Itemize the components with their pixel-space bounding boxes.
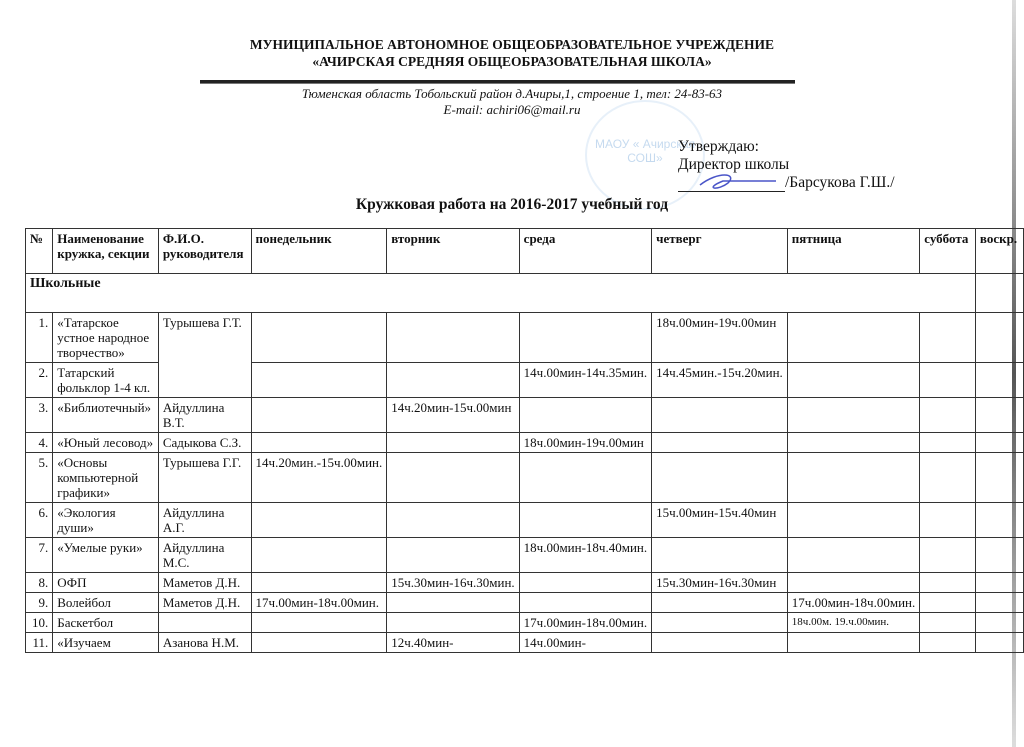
schedule-cell	[975, 613, 1023, 633]
club-leader: Айдуллина А.Г.	[158, 503, 251, 538]
club-name: «Изучаем	[53, 633, 159, 653]
schedule-cell	[251, 503, 387, 538]
schedule-cell	[975, 503, 1023, 538]
schedule-cell	[920, 573, 976, 593]
schedule-cell	[387, 538, 519, 573]
header-row	[26, 229, 1024, 274]
table-row	[26, 538, 1024, 573]
schedule-cell	[787, 313, 919, 363]
schedule-cell	[652, 453, 788, 503]
schedule-cell	[975, 398, 1023, 433]
column-header: №	[26, 229, 53, 274]
row-number: 7.	[26, 538, 53, 573]
approval-label: Утверждаю:	[678, 138, 759, 155]
club-name: Татарский фольклор 1-4 кл.	[53, 363, 159, 398]
row-number: 6.	[26, 503, 53, 538]
schedule-cell	[975, 433, 1023, 453]
row-number: 3.	[26, 398, 53, 433]
schedule-cell	[251, 573, 387, 593]
column-header: четверг	[652, 229, 788, 274]
schedule-cell	[787, 538, 919, 573]
schedule-cell	[519, 453, 651, 503]
schedule-cell	[387, 433, 519, 453]
schedule-cell	[920, 433, 976, 453]
schedule-cell: 15ч.30мин-16ч.30мин.	[387, 573, 519, 593]
schedule-cell	[652, 633, 788, 653]
schedule-cell	[251, 433, 387, 453]
section-label: Школьные	[26, 274, 976, 313]
schedule-cell: 17ч.00мин-18ч.00мин.	[519, 613, 651, 633]
schedule-cell	[920, 593, 976, 613]
schedule-cell	[920, 398, 976, 433]
club-leader: Айдуллина М.С.	[158, 538, 251, 573]
organization-name	[0, 36, 1024, 70]
schedule-cell: 15ч.30мин-16ч.30мин	[652, 573, 788, 593]
director-label: Директор школы	[678, 156, 790, 173]
approval-block	[678, 138, 895, 192]
club-name: «Татарское устное народное творчество»	[53, 313, 159, 363]
schedule-cell	[652, 538, 788, 573]
schedule-cell	[519, 593, 651, 613]
schedule-cell	[787, 453, 919, 503]
schedule-cell	[251, 538, 387, 573]
schedule-cell	[519, 398, 651, 433]
schedule-cell: 15ч.00мин-15ч.40мин	[652, 503, 788, 538]
schedule-cell	[787, 398, 919, 433]
club-name: Баскетбол	[53, 613, 159, 633]
table-row	[26, 613, 1024, 633]
org-line-1: МУНИЦИПАЛЬНОЕ АВТОНОМНОЕ ОБЩЕОБРАЗОВАТЕЛЬНОЕ УЧРЕЖДЕНИЕ	[249, 37, 775, 52]
column-header: воскр.	[975, 229, 1023, 274]
club-leader	[158, 613, 251, 633]
club-name: «Библиотечный»	[53, 398, 159, 433]
schedule-cell	[975, 363, 1023, 398]
club-name: «Экология души»	[53, 503, 159, 538]
table-row	[26, 573, 1024, 593]
row-number: 9.	[26, 593, 53, 613]
schedule-cell: 18ч.00мин-18ч.40мин.	[519, 538, 651, 573]
schedule-cell: 14ч.00мин-	[519, 633, 651, 653]
club-name: ОФП	[53, 573, 159, 593]
schedule-cell	[652, 433, 788, 453]
schedule-cell	[251, 633, 387, 653]
schedule-cell	[519, 573, 651, 593]
club-name: «Юный лесовод»	[53, 433, 159, 453]
schedule-cell	[975, 453, 1023, 503]
row-number: 10.	[26, 613, 53, 633]
schedule-cell	[251, 398, 387, 433]
column-header: суббота	[920, 229, 976, 274]
schedule-cell	[975, 313, 1023, 363]
club-name: «Основы компьютерной графики»	[53, 453, 159, 503]
schedule-cell	[251, 363, 387, 398]
schedule-cell	[787, 433, 919, 453]
row-number: 1.	[26, 313, 53, 363]
stamp-text: МАОУ « Ачирская СОШ»	[594, 137, 696, 165]
club-leader: Турышева Г.Т.	[158, 313, 251, 398]
schedule-cell	[387, 503, 519, 538]
row-number: 4.	[26, 433, 53, 453]
schedule-cell	[519, 313, 651, 363]
schedule-cell	[387, 613, 519, 633]
header-divider	[200, 80, 795, 84]
email: E-mail: achiri06@mail.ru	[443, 102, 581, 117]
row-number: 11.	[26, 633, 53, 653]
schedule-cell	[975, 633, 1023, 653]
schedule-cell: 18ч.00м. 19.ч.00мин.	[787, 613, 919, 633]
table-row	[26, 453, 1024, 503]
row-number: 2.	[26, 363, 53, 398]
schedule-cell	[251, 313, 387, 363]
schedule-cell	[920, 633, 976, 653]
schedule-cell	[519, 503, 651, 538]
schedule-cell: 18ч.00мин-19ч.00мин	[652, 313, 788, 363]
schedule-cell	[787, 363, 919, 398]
table-row	[26, 503, 1024, 538]
schedule-cell: 14ч.20мин.-15ч.00мин.	[251, 453, 387, 503]
schedule-cell	[920, 503, 976, 538]
schedule-cell: 14ч.00мин-14ч.35мин.	[519, 363, 651, 398]
column-header: среда	[519, 229, 651, 274]
org-line-2: «АЧИРСКАЯ СРЕДНЯЯ ОБЩЕОБРАЗОВАТЕЛЬНАЯ ШКОЛА»	[312, 54, 712, 69]
schedule-cell: 12ч.40мин-	[387, 633, 519, 653]
schedule-cell	[652, 613, 788, 633]
schedule-cell: 14ч.45мин.-15ч.20мин.	[652, 363, 788, 398]
club-leader: Маметов Д.Н.	[158, 573, 251, 593]
schedule-cell: 18ч.00мин-19ч.00мин	[519, 433, 651, 453]
table-row	[26, 633, 1024, 653]
club-leader: Садыкова С.З.	[158, 433, 251, 453]
club-name: Волейбол	[53, 593, 159, 613]
schedule-cell	[787, 573, 919, 593]
schedule-cell	[975, 573, 1023, 593]
address: Тюменская область Тобольский район д.Ачиры,1, строение 1, тел: 24-83-63	[301, 86, 723, 101]
schedule-cell: 17ч.00мин-18ч.00мин.	[251, 593, 387, 613]
schedule-cell	[387, 593, 519, 613]
schedule-cell	[652, 398, 788, 433]
schedule-cell	[652, 593, 788, 613]
club-leader: Азанова Н.М.	[158, 633, 251, 653]
schedule-cell	[787, 633, 919, 653]
table-row	[26, 593, 1024, 613]
schedule-cell	[387, 453, 519, 503]
table-row	[26, 433, 1024, 453]
schedule-cell	[920, 363, 976, 398]
schedule-cell	[920, 538, 976, 573]
schedule-cell: 14ч.20мин-15ч.00мин	[387, 398, 519, 433]
row-number: 5.	[26, 453, 53, 503]
schedule-cell	[387, 363, 519, 398]
row-number: 8.	[26, 573, 53, 593]
page-title: Кружковая работа на 2016-2017 учебный год	[355, 196, 669, 213]
empty-cell	[975, 274, 1023, 313]
club-name: «Умелые руки»	[53, 538, 159, 573]
column-header: пятница	[787, 229, 919, 274]
club-leader: Турышева Г.Г.	[158, 453, 251, 503]
column-header: понедельник	[251, 229, 387, 274]
schedule-cell	[920, 453, 976, 503]
schedule-cell	[975, 593, 1023, 613]
signature-icon	[698, 171, 778, 193]
signature	[678, 177, 785, 192]
schedule-cell	[251, 613, 387, 633]
club-leader: Маметов Д.Н.	[158, 593, 251, 613]
table-row	[26, 313, 1024, 363]
table-row	[26, 398, 1024, 433]
schedule-cell	[387, 313, 519, 363]
column-header: Наименование кружка, секции	[53, 229, 159, 274]
schedule-cell	[920, 313, 976, 363]
schedule-table	[25, 228, 1024, 653]
schedule-cell	[975, 538, 1023, 573]
column-header: Ф.И.О. руководителя	[158, 229, 251, 274]
column-header: вторник	[387, 229, 519, 274]
contact-info	[0, 86, 1024, 118]
section-row	[26, 274, 1024, 313]
schedule-cell	[920, 613, 976, 633]
club-leader: Айдуллина В.Т.	[158, 398, 251, 433]
schedule-cell: 17ч.00мин-18ч.00мин.	[787, 593, 919, 613]
director-name: /Барсукова Г.Ш./	[785, 174, 895, 191]
schedule-cell	[787, 503, 919, 538]
